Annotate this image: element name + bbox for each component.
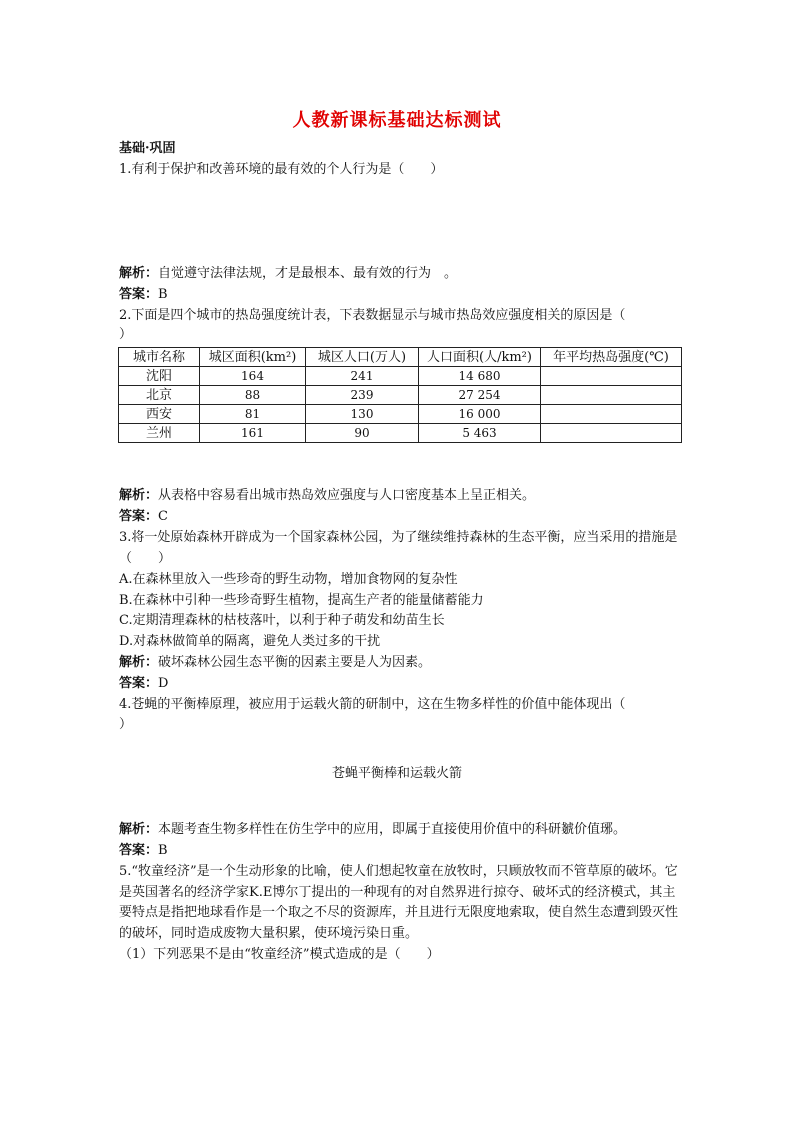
q1-analysis [119,264,679,284]
q2-answer [119,507,679,527]
table-cell: 5 463 [419,424,541,443]
table-cell: 164 [200,367,306,386]
table-row [119,424,682,443]
answer-value: B [158,287,168,302]
question-2-line2: ） [119,327,133,342]
page-title: 人教新课标基础达标测试 [292,110,502,131]
q3-answer [119,674,679,694]
table-cell: 兰州 [119,424,200,443]
heat-island-table [118,347,682,443]
q3-option-d: D.对森林做简单的隔离，避免人类过多的干扰 [119,634,381,649]
analysis-text: 本题考查生物多样性在仿生学中的应用，即属于直接使用价值中的科研虦价值琊。 [158,822,627,837]
answer-label: 答案： [119,287,159,302]
analysis-label: 解析： [119,655,159,670]
table-cell: 241 [306,367,419,386]
table-cell: 沈阳 [119,367,200,386]
analysis-label: 解析： [119,266,159,281]
table-row [119,367,682,386]
analysis-label: 解析： [119,822,159,837]
q3-analysis [119,653,679,673]
table-cell [541,367,682,386]
analysis-text: 破坏森林公园生态平衡的因素主要是人为因素。 [158,655,432,670]
table-header-cell: 城区面积(km²) [200,348,306,367]
table-cell: 81 [200,405,306,424]
question-2-line1: 2.下面是四个城市的热岛强度统计表，下表数据显示与城市热岛效应强度相关的原因是（ [119,308,626,323]
table-cell [541,386,682,405]
table-cell [541,405,682,424]
table-row [119,386,682,405]
analysis-text: 从表格中容易看出城市热岛效应强度与人口密度基本上呈正相关。 [158,488,536,503]
table-cell: 88 [200,386,306,405]
q4-answer [119,841,679,861]
q3-option-b: B.在森林中引种一些珍奇野生植物，提高生产者的能量储蓄能力 [119,593,484,608]
question-5-sub1: （1）下列恶果不是由“牧童经济”模式造成的是（ ） [119,947,440,962]
answer-value: C [158,509,168,524]
table-cell: 16 000 [419,405,541,424]
table-header-cell: 城市名称 [119,348,200,367]
table-cell: 130 [306,405,419,424]
table-header-cell: 年平均热岛强度(℃) [541,348,682,367]
question-3: 3.将一处原始森林开辟成为一个国家森林公园，为了继续维持森林的生态平衡，应当采用的措施是（ ） [119,530,678,566]
section-heading: 基础·巩固 [119,141,176,156]
q1-answer [119,285,679,305]
answer-label: 答案： [119,843,159,858]
q3-option-a: A.在森林里放入一些珍奇的野生动物，增加食物网的复杂性 [119,572,458,587]
q4-analysis [119,820,679,840]
question-5-paragraph: 5.“牧童经济”是一个生动形象的比喻，使人们想起牧童在放牧时，只顾放牧而不管草原的破坏。它是英国著名的经济学家K.E博尔丁提出的一种现有的对自然界进行掠夺、破坏式的经济模式，其主要特点是指把地球看作是一个取之不尽的资源库，并且进行无限度地索取，使自然生态遭到毁灭性的破坏，同时造成废物大量积累，使环境污染日重。 [119,864,679,941]
table-cell [541,424,682,443]
table-header-cell: 城区人口(万人) [306,348,419,367]
figure-caption: 苍蝇平衡棒和运载火箭 [331,766,462,781]
analysis-label: 解析： [119,488,159,503]
table-cell: 161 [200,424,306,443]
q2-analysis [119,486,679,506]
question-1: 1.有利于保护和改善环境的最有效的个人行为是（ ） [119,162,444,177]
table-cell: 北京 [119,386,200,405]
q3-option-c: C.定期清理森林的枯枝落叶，以利于种子萌发和幼苗生长 [119,613,445,628]
answer-label: 答案： [119,676,159,691]
table-cell: 西安 [119,405,200,424]
analysis-text: 自觉遵守法律法规，才是最根本、最有效的行为 。 [158,266,458,281]
question-4-line1: 4.苍蝇的平衡棒原理，被应用于运载火箭的研制中，这在生物多样性的价值中能体现出（ [119,697,626,712]
table-header-row [119,348,682,367]
table-cell: 14 680 [419,367,541,386]
table-cell: 239 [306,386,419,405]
answer-label: 答案： [119,509,159,524]
table-cell: 27 254 [419,386,541,405]
answer-value: B [158,843,168,858]
question-4-line2: ） [119,717,133,732]
table-header-cell: 人口面积(人/km²) [419,348,541,367]
table-cell: 90 [306,424,419,443]
table-row [119,405,682,424]
answer-value: D [158,676,169,691]
